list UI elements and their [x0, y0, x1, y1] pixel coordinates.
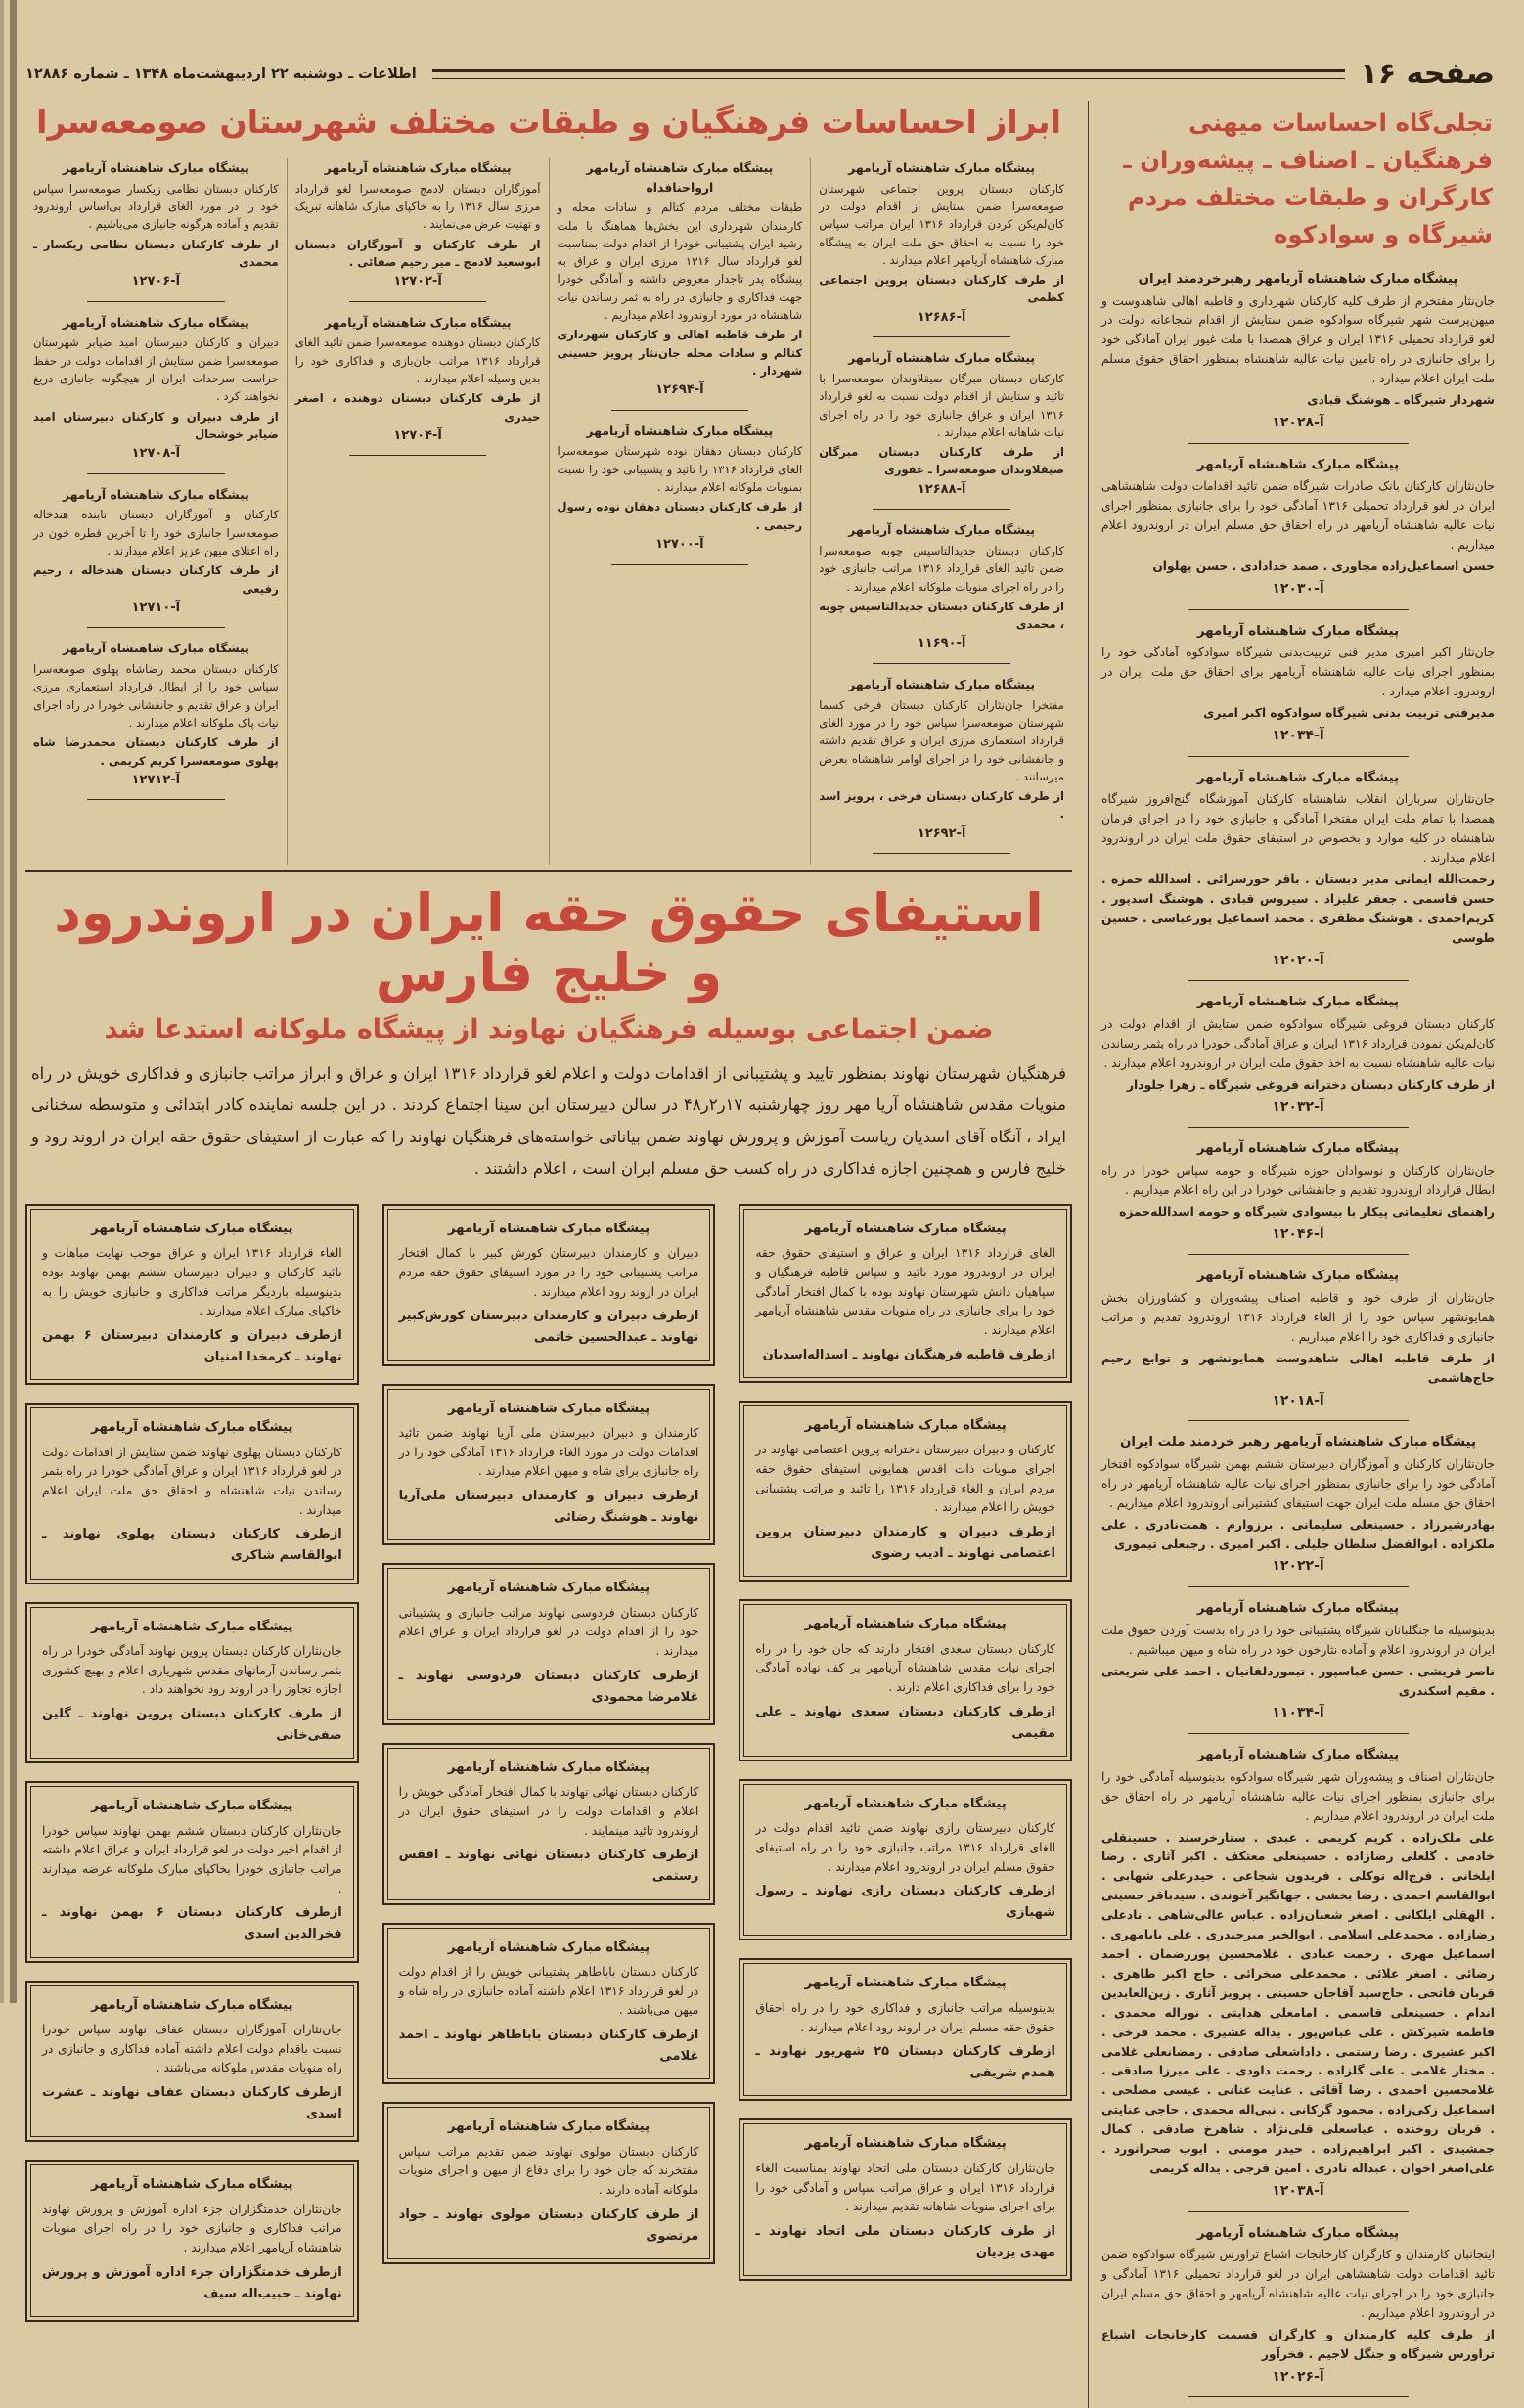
announcement-body: جان‌نثاران اصناف و پیشه‌وران شهر شیرگاه سوادکوه بدینوسیله آمادگی خود را برای جانبازی بمنظور اجرای نیات عالیه شاهنشاه آریامهر در راه احقاق حق ملت ایران در اروندرود اعلام میداریم .: [1101, 1769, 1495, 1823]
classified-box-header: پیشگاه مبارک شاهنشاه آریامهر: [91, 1619, 293, 1634]
classified-box-inner: [743, 1604, 1067, 1757]
announcement-header: پیشگاه مبارک شاهنشاه آریامهر: [586, 423, 774, 438]
masthead-rule: [432, 69, 1345, 79]
section-divider: [1188, 1420, 1408, 1421]
announcement-section: [33, 313, 279, 465]
section-divider: [349, 455, 486, 456]
announcement-signature: از طرف کارکنان دبستان دوهنده ، اصغر حیدری: [294, 391, 541, 424]
announcement-section: [819, 675, 1064, 844]
classified-box-header: پیشگاه مبارک شاهنشاه آریامهر: [804, 1796, 1007, 1811]
announcement-signature: از طرف کارکنان دبستان فرخی ، پرویز اسد .: [819, 789, 1064, 822]
announcement-signature: بهادرشیرزاد . حسینعلی سلیمانی . برزوارم . همت‌نادری . علی ملکزاده . ابوالفضل سلطان جلیلی . اکبر امیری . رجبعلی تیموری: [1101, 1517, 1495, 1551]
announcement-body: کارکنان دبستان نظامی زیکسار صومعه‌سرا سپاس خود را در مورد الغای قرارداد بی‌اساس اروندرود تقدیم و آماده هرگونه جانبازی می‌باشیم .: [33, 181, 279, 232]
classified-box-signature: ازطرف کارکنان دبستان نهائی نهاوند ـ افقس رستمی: [398, 1848, 699, 1885]
classified-box-header: پیشگاه مبارک شاهنشاه آریامهر: [447, 2119, 650, 2135]
classified-box: [382, 1743, 716, 1905]
ad-number: آ-۱۲۷۰۶: [131, 274, 181, 290]
announcement-section: [33, 485, 279, 619]
rail-sections: [1101, 269, 1495, 2397]
ad-number: آ-۱۲۷۱۲: [131, 772, 181, 787]
ad-number: آ-۱۲۰۳۴: [1272, 727, 1324, 743]
section-divider: [611, 564, 748, 565]
classified-box-header: پیشگاه مبارک شاهنشاه آریامهر: [447, 1401, 650, 1416]
announcement-body: کارکنان دبستان مبرگان صیقلاوندان صومعه‌سرا با تائید و ستایش از اقدام دولت نسبت به لغو قرارداد ۱۳۱۶ ایران و عراق جانبازی خود را در راه اجرای نیات شاهانه اعلام میدارند .: [819, 371, 1064, 439]
section-divider: [87, 627, 224, 628]
top-column: [288, 158, 550, 865]
right-rail: [1088, 101, 1495, 2408]
announcement-section: [1101, 1138, 1495, 1245]
classified-box-inner: [387, 1928, 711, 2080]
ad-number: آ-۱۲۰۳۲: [1272, 1098, 1324, 1115]
announcement-header: پیشگاه مبارک شاهنشاه آریامهر: [1196, 995, 1400, 1010]
ad-number: آ-۱۲۶۸۶: [917, 309, 966, 325]
announcement-body: کارکنان و آموزگاران دبستان تابنده هندخاله صومعه‌سرا جانبازی خود را تا آخرین قطره خون در راه اعتلای میهن عزیز اعلام میدارند .: [33, 508, 279, 557]
classified-box: [382, 2102, 716, 2264]
feature-story: [25, 870, 1072, 1184]
section-divider: [87, 799, 224, 800]
classified-box-inner: [387, 1389, 711, 1541]
classified-box-header: پیشگاه مبارک شاهنشاه آریامهر: [804, 1417, 1007, 1433]
section-divider: [87, 301, 224, 302]
classified-box-signature: ازطرف کارکنان دبستان باباطاهر نهاوند ـ احمد غلامی: [398, 2027, 699, 2065]
classified-box-header: پیشگاه مبارک شاهنشاه آریامهر: [447, 1581, 650, 1596]
classified-box-signature: ازطرف خدمتگزاران جزء اداره آموزش و پرورش نهاوند ـ حبیب‌اله سیف: [41, 2264, 342, 2301]
announcement-body: کارکنان دبستان فروغی شیرگاه سوادکوه ضمن ستایش از اقدام دولت در کان‌لم‌یکن نمودن قرارداد ۱۳۱۶ ایران و عراق آمادگی خودرا در راه بثمر رساندن نیات عالیه شاهنشاه نسبت به اخذ حقوق ملت ایران در اروندرود اعلام میدارند .: [1101, 1016, 1495, 1070]
classified-box-inner: [30, 1985, 354, 2138]
classified-box-signature: از طرف کارکنان دبستان مولوی نهاوند ـ جواد مرتضوی: [398, 2207, 699, 2244]
announcement-header: پیشگاه مبارک شاهنشاه آریامهر: [62, 160, 249, 175]
classified-box: [739, 1779, 1072, 1941]
classified-box-inner: [743, 1963, 1067, 2096]
announcement-signature: مدیرفنی تربیت بدنی شیرگاه سوادکوه اکبر امیری: [1203, 706, 1495, 721]
classified-box-signature: ازطرف کارکنان دبستان رازی نهاوند ـ رسول شهبازی: [755, 1884, 1055, 1921]
section-divider: [873, 509, 1009, 510]
top-column: [550, 158, 812, 865]
announcement-header: پیشگاه مبارک شاهنشاه آریامهر: [1196, 1269, 1400, 1284]
section-divider: [873, 663, 1009, 664]
announcement-signature: از طرف کارکنان دبستان نظامی زیکسار ـ محمدی: [33, 237, 279, 269]
announcement-body: جان‌نثاران کارکنان و آموزگاران دبیرستان ششم بهمن شیرگاه سوادکوه افتخار آمادگی خود را برای جانبازی بمنظور اجرای نیات عالیه شاهنشاه آریامهر در راه احقاق حق مسلم ملت ایران جهت استیفای کشتیرانی اروندرود اعلام میداریم .: [1101, 1456, 1495, 1510]
announcement-body: مفتخرا جان‌نثاران کارکنان دبستان فرخی کسما شهرستان صومعه‌سرا سپاس خود را در مورد الغای قرارداد استعماری مرزی ایران و عراق تقدیم داشته و جانفشانی خود را در اجرای اوامر شاهنشاه بعرض میرسانند .: [819, 697, 1064, 783]
ad-number: آ-۱۲۰۲۸: [1272, 415, 1324, 431]
announcement-body: جان‌نثاران کارکنان بانک صادرات شیرگاه ضمن تائید اقدامات دولت شاهنشاهی ایران در لغو قرارداد تحمیلی ۱۳۱۶ آمادگی خود را برای جانبازی بمنظور اجرای نیات عالیه شاهنشاه آریامهر در راه احقاق حق مسلم ایران در اروندرود اعلام میداریم .: [1101, 479, 1495, 553]
section-divider: [1188, 443, 1408, 444]
classified-box-signature: ازطرف کارکنان دبستان ۲۵ شهریور نهاوند ـ همدم شریفی: [755, 2044, 1055, 2081]
announcement-body: جان‌نثار مفتخرم از طرف کلیه کارکنان شهرداری و قاطبه اهالی شاهدوست و میهن‌پرست شهر شیرگاه سوادکوه ضمن ستایش از اقدام شجاعانه دولت در لغو قرارداد تحمیلی ۱۳۱۶ ایران و عراق همصدا با ملت غیور ایران آمادگی خود را برای جانبازی در راه تامین نیات عالیه شاهنشاه بمنظور احقاق حقوق مسلم ملت ایران اعلام میدارد .: [1101, 293, 1495, 386]
classified-box-body: دبیران و کارمندان دبیرستان کورش کبیر با کمال افتخار مراتب پشتیبانی خود را در مورد استیفای حقوق حقه مردم ایران در اروند رود اعلام میدارند .: [398, 1246, 699, 1299]
announcement-body: کارکنان دبستان دوهنده صومعه‌سرا ضمن تائید الغای قرارداد ۱۳۱۶ مراتب جان‌بازی و فداکاری خود را بدین وسیله اعلام میدارند .: [294, 335, 541, 385]
section-divider: [611, 410, 748, 411]
announcement-header: پیشگاه مبارک شاهنشاه آریامهر: [1196, 623, 1400, 639]
announcement-header: پیشگاه مبارک شاهنشاه آریامهر: [1196, 457, 1400, 472]
classified-box-header: پیشگاه مبارک شاهنشاه آریامهر: [447, 1760, 650, 1775]
classified-box-body: کارکنان دبستان فردوسی نهاوند مراتب جانبازی و پشتیبانی خود را از اقدام دولت در لغو قرارداد ایران و عراق اعلام میدارند .: [398, 1605, 699, 1658]
classified-box: [739, 1204, 1072, 1383]
announcement-signature: از طرف کارکنان دبستان جدیدالتاسیس چوبه ، محمدی: [819, 599, 1064, 632]
classified-box-body: جان‌نثاران آموزگاران دبستان عفاف نهاوند سپاس خودرا نسبت باقدام دولت اعلام داشته آماده فداکاری و جانبازی در راه منویات مقدس ملوکانه می‌باشند .: [41, 2022, 342, 2075]
announcement-signature: از طرف کارکنان دبستان محمدرضا شاه پهلوی صومعه‌سرا کریم کریمی .: [33, 736, 279, 768]
classified-box: [25, 1204, 359, 1385]
announcement-header: پیشگاه مبارک شاهنشاه آریامهر: [1196, 1141, 1400, 1157]
announcement-header: پیشگاه مبارک شاهنشاه آریامهر: [1196, 770, 1400, 785]
classified-box-inner: [30, 1209, 354, 1380]
ad-number: آ-۱۲۷۱۰: [131, 600, 181, 615]
classified-box-signature: از طرف کارکنان دبستان پروین نهاوند ـ گلین صفی‌خانی: [41, 1707, 342, 1744]
announcement-section: [819, 348, 1064, 500]
announcement-section: [1101, 768, 1495, 972]
ad-number: آ-۱۲۷۰۴: [393, 427, 442, 443]
announcement-header: پیشگاه مبارک شاهنشاه آریامهر: [848, 160, 1036, 175]
announcement-signature: از طرف کارکنان دبستان دخترانه فروغی شیرگاه ـ زهرا جلودار: [1126, 1077, 1495, 1092]
classified-box-body: کارکنان و دبیران دبیرستان دخترانه پروین اعتصامی نهاوند در اجرای منویات ذات اقدس همایونی استیفای حقوق حقه مردم ایران و الغاء قرارداد ۱۳۱۶ را تائید و مراتب پشتیبانی خویش را اعلام میدارند .: [755, 1443, 1056, 1515]
section-divider: [349, 301, 486, 302]
announcement-header: پیشگاه مبارک شاهنشاه آریامهر ارواحنافداه: [586, 160, 774, 195]
ad-number: آ-۱۲۰۳۸: [1272, 2182, 1324, 2199]
announcement-section: [295, 313, 541, 447]
ad-number: آ-۱۱۶۹۰: [917, 636, 966, 651]
ad-number: آ-۱۲۶۹۲: [917, 825, 966, 841]
rail-headline: تجلی‌گاه احساسات میهنی فرهنگیان ـ اصناف ـ پیشه‌وران ـ کارگران و طبقات مختلف مردم شیرگاه و سوادکوه: [1123, 109, 1493, 248]
classified-box-header: پیشگاه مبارک شاهنشاه آریامهر: [447, 1940, 650, 1955]
classified-box-signature: ازطرف کارکنان دبستان عفاف نهاوند ـ عشرت اسدی: [41, 2084, 342, 2122]
classified-box-signature: ازطرف کارکنان دبستان پهلوی نهاوند ـ ابوالقاسم شاکری: [41, 1527, 342, 1564]
classified-box-body: جان‌نثاران خدمتگزاران جزء اداره آموزش و پرورش نهاوند مراتب فداکاری و جانبازی خود را در راه اجرای منویات شاهنشاه آریامهر اعلام میدارند .: [41, 2202, 342, 2254]
classified-box-body: کارکنان دبستان مولوی نهاوند ضمن تقدیم مراتب سپاس مفتخرند که جان خود را برای دفاع از میهن و اجرای منویات ملوکانه آماده دارند .: [398, 2144, 699, 2197]
announcement-header: پیشگاه مبارک شاهنشاه آریامهر: [1196, 2225, 1400, 2241]
announcement-section: [558, 158, 803, 401]
announcement-body: جان‌نثاران کارکنان و نوسوادان حوزه شیرگاه و حومه سپاس خودرا در راه ابطال قرارداد اروندرود تقدیم و جانفشانی خودرا در این راه اعلام میداریم .: [1101, 1163, 1495, 1197]
section-divider: [873, 336, 1009, 337]
announcement-header: پیشگاه مبارک شاهنشاه آریامهر رهبرخردمند ایران: [1138, 271, 1458, 287]
top-column: [25, 158, 288, 865]
classified-box: [739, 1599, 1072, 1761]
classified-box-body: کارکنان دبستان پهلوی نهاوند ضمن ستایش از اقدامات دولت در لغو قرارداد ۱۳۱۶ ایران و عراق آمادگی خودرا در راه بثمر رساندن نیات شاهنشاه و احقاق حق ملت ایران اعلام میدارند .: [41, 1445, 342, 1517]
classified-box-header: پیشگاه مبارک شاهنشاه آریامهر: [91, 2177, 293, 2193]
ad-number: آ-۱۲۶۸۸: [917, 481, 966, 497]
announcement-signature: از طرف کارکنان دبستان هندخاله ، رحیم رفیعی: [33, 563, 279, 596]
classified-box-inner: [30, 1407, 354, 1579]
announcement-signature: رحمت‌الله ایمانی مدیر دبستان . باقر حورسرائی . اسدالله حمزه . حسن قاسمی . جعفر علیزاد . سیروس قبادی . هوشنگ اسدپور . کریم‌احمدی . هوشنگ مظفری . محمد اسماعیل پورعباسی . حسین طوسی: [1101, 871, 1495, 945]
announcement-section: [1101, 621, 1495, 747]
classified-box-inner: [743, 2123, 1067, 2276]
classified-box-header: پیشگاه مبارک شاهنشاه آریامهر: [804, 1617, 1007, 1632]
announcement-signature: از طرف قاطبه اهالی شاهدوست همایونشهر و توابع رحیم حاج‌هاشمی: [1101, 1351, 1495, 1385]
classified-box-body: بدینوسیله مراتب جانبازی و فداکاری خود را در راه احقاق حقوق حقه مسلم ایران در اروند رود اعلام میدارند .: [755, 2000, 1055, 2034]
announcement-header: پیشگاه مبارک شاهنشاه آریامهر رهبر خردمند ملت ایران: [1119, 1435, 1477, 1450]
announcement-header: پیشگاه مبارک شاهنشاه آریامهر: [62, 641, 249, 656]
ad-number: آ-۱۲۰۱۸: [1272, 1392, 1324, 1408]
classified-box: [739, 1958, 1072, 2101]
feature-headline: استیفای حقوق حقه ایران در اروندرود و خلیج فارس: [54, 882, 1044, 1003]
announcement-body: بدینوسیله ما جنگلبانان شیرگاه پشتیبانی خود را در راه بدست آوردن حقوق ملت ایران در اروندرود اعلام و آماده نثارخون خود در راه شاه و میهن میباشیم .: [1101, 1623, 1495, 1657]
classifieds-column: [739, 1204, 1072, 2322]
classified-box-inner: [743, 1784, 1067, 1937]
ad-number: آ-۱۱۰۳۴: [1272, 1705, 1324, 1721]
issue-date-line: اطلاعات ـ دوشنبه ۲۲ اردیبهشت‌ماه ۱۳۴۸ ـ شماره ۱۲۸۸۶: [25, 66, 417, 82]
classified-box: [382, 1204, 716, 1366]
announcement-signature: از طرف کارکنان دبستان مبرگان صیقلاوندان صومعه‌سرا ـ غفوری: [819, 445, 1064, 477]
classified-box-inner: [30, 1786, 354, 1957]
section-divider: [1188, 609, 1408, 610]
classified-box-inner: [743, 1209, 1067, 1378]
section-divider: [1188, 2396, 1408, 2397]
classified-box-body: جان‌نثاران کارکنان دبستان ششم بهمن نهاوند سپاس خودرا از اقدام اخیر دولت در لغو قرارداد ایران و عراق اعلام داشته مراتب جانبازی خودرا بخاکپای مبارک ملوکانه عرضه میدارند .: [41, 1823, 342, 1895]
classifieds-grid: [25, 1204, 1072, 2322]
classified-box: [382, 1923, 716, 2085]
classified-box-body: الغای قرارداد ۱۳۱۶ ایران و عراق و استیفای حقوق حقه ایران در اروندرود مورد تائید و سپاس قاطبه فرهنگیان و سپاهیان دانش شهرستان نهاوند بوده با کمال افتخار آمادگی خود را برای جانبازی در راه منویات مقدس شاهنشاه آریامهر اعلام میدارند .: [755, 1246, 1055, 1338]
classified-box-body: کارکنان دبستان سعدی افتخار دارند که جان خود را در راه اجرای نیات مقدس شاهنشاه آریامهر بر کف نهاده آمادگی خود را برای فداکاری اعلام دارند .: [755, 1641, 1055, 1694]
announcement-body: کارکنان دبستان دهقان نوده شهرستان صومعه‌سرا الغای قرارداد ۱۳۱۶ را تائید و پشتیبانی خود را نسبت بمنویات ملوکانه اعلام میدارند .: [557, 444, 803, 495]
ad-number: آ-۱۲۶۹۴: [655, 382, 704, 398]
classified-box-signature: از طرف کارکنان دبستان ملی اتحاد نهاوند ـ مهدی یزدیان: [755, 2223, 1055, 2260]
classified-box-body: کارکنان دبستان باباطاهر پشتیبانی خویش را از اقدام دولت در لغو قرارداد ۱۳۱۶ اعلام داشته آماده جانبازی در راه شاه و میهن می‌باشند .: [398, 1964, 699, 2018]
announcement-section: [819, 520, 1064, 654]
classified-box-signature: ازطرف کارکنان دبستان سعدی نهاوند ـ علی مقیمی: [755, 1704, 1055, 1741]
announcement-section: [1101, 269, 1495, 434]
classified-box-header: پیشگاه مبارک شاهنشاه آریامهر: [91, 1221, 293, 1236]
classified-box-signature: ازطرف قاطبه فرهنگیان نهاوند ـ اسداله‌اسدیان: [762, 1347, 1055, 1362]
classified-box-inner: [387, 2107, 711, 2259]
section-divider: [1188, 756, 1408, 757]
ad-number: آ-۱۲۷۰۰: [655, 537, 704, 552]
announcement-header: پیشگاه مبارک شاهنشاه آریامهر: [324, 314, 512, 330]
classified-box-inner: [387, 1748, 711, 1900]
ad-number: آ-۱۲۰۲۶: [1272, 2368, 1324, 2385]
announcement-body: جان‌نثاران سربازان انقلاب شاهنشاه کارکنان آموزشگاه گنج‌افروز شیرگاه همصدا با تمام ملت ایران مفتخرا آمادگی و جانبازی خود را در اجرای فرمان شاهنشاه در کلیه موارد و بخصوص در استیفای حقوق ملت ایران در اروندرود اعلام میدارند .: [1101, 792, 1495, 866]
announcement-signature: از طرف دبیران و کارکنان دبیرستان امید ضیابر خوشحال: [33, 409, 279, 441]
section-divider: [87, 473, 224, 474]
classified-box-body: کارکنان دبیرستان رازی نهاوند ضمن تائید اقدام دولت در الغای قرارداد ۱۳۱۶ مراتب جانبازی خود را در راه استیفای حقوق مسلم ایران در اروندرود اعلام میدارند .: [755, 1821, 1056, 1874]
announcement-section: [33, 158, 279, 292]
classified-box: [739, 2118, 1072, 2281]
announcement-section: [1101, 455, 1495, 601]
classified-box-header: پیشگاه مبارک شاهنشاه آریامهر: [804, 1221, 1007, 1236]
announcement-header: پیشگاه مبارک شاهنشاه آریامهر: [848, 350, 1036, 366]
ad-number: آ-۱۲۰۲۰: [1272, 952, 1324, 968]
announcement-signature: ناصر قریشی . حسن عباسپور . تیموردلفانیان . احمد علی شریعتی . مقیم اسکندری: [1101, 1664, 1495, 1698]
announcement-header: پیشگاه مبارک شاهنشاه آریامهر: [62, 486, 249, 502]
classified-box-header: پیشگاه مبارک شاهنشاه آریامهر: [447, 1221, 650, 1236]
announcement-section: [1101, 1432, 1495, 1578]
top-section-headline: ابراز احساسات فرهنگیان و طبقات مختلف شهرستان صومعه‌سرا: [36, 103, 1061, 141]
section-divider: [1188, 1127, 1408, 1128]
announcement-header: پیشگاه مبارک شاهنشاه آریامهر: [324, 160, 512, 175]
announcement-body: طبقات مختلف مردم کتالم و سادات محله و کارمندان شهرداری این بخش‌ها هماهنگ با ملت رشید ایران پشتیبانی خودرا از اقدام دولت بمناسبت لغو قرارداد سال ۱۳۱۶ مرزی ایران و عراق به پیشگاه پدر تاجدار معروض داشته و آمادگی خودرا جهت فداکاری و جانبازی در راه به ثمر رساندن نیات شاهنشاه در مورد اروندرود اعلام میداریم .: [557, 201, 803, 323]
announcement-section: [1101, 1745, 1495, 2202]
ad-number: آ-۱۲۰۴۶: [1272, 1226, 1324, 1242]
classified-box-signature: ازطرف دبیران و کارمندان دبیرستان پروین اعتصامی نهاوند ـ ادیب رضوی: [755, 1524, 1055, 1562]
classified-box: [25, 1781, 359, 1962]
announcement-signature: راهنمای تعلیماتی پیکار با بیسوادی شیرگاه و حومه اسدالله‌حمزه: [1119, 1204, 1495, 1219]
classified-box: [382, 1384, 716, 1546]
classified-box-signature: ازطرف دبیران و کارمندان دبیرستان کورش‌کبیر نهاوند ـ عبدالحسین خاتمی: [398, 1309, 699, 1346]
masthead: [25, 57, 1495, 91]
classified-box-header: پیشگاه مبارک شاهنشاه آریامهر: [804, 2136, 1007, 2152]
section-divider: [1188, 1733, 1408, 1734]
classified-box-body: جان‌نثاران کارکنان دبستان پروین نهاوند آمادگی خودرا در راه بثمر رساندن آرمانهای مقدس شهریاری اعلام و بهیچ کشوری اجازه تجاوز را در اروند رود نخواهند داد .: [41, 1644, 342, 1697]
announcement-signature: از طرف قاطبه اهالی و کارکنان شهرداری کتالم و سادات محله جان‌نثار پرویز حسینی شهردار .: [557, 328, 803, 378]
announcement-header: پیشگاه مبارک شاهنشاه آریامهر: [848, 522, 1036, 538]
announcement-body: کارکنان دبستان پروین اجتماعی شهرستان صومعه‌سرا ضمن ستایش از اقدام دولت در کان‌لم‌یکن کردن قرارداد ۱۳۱۶ ایران مراتب سپاس خود را نسبت به احقاق حق ملت ایران به پیشگاه مبارک شاهنشاه آریامهر اعلام میدارند .: [819, 181, 1064, 267]
announcement-header: پیشگاه مبارک شاهنشاه آریامهر: [1196, 1601, 1400, 1617]
announcement-signature: شهردار شیرگاه ـ هوشنگ قبادی: [1307, 393, 1495, 408]
classified-box: [25, 1602, 359, 1764]
classified-box: [25, 1403, 359, 1583]
section-divider: [1188, 2211, 1408, 2212]
classified-box-signature: ازطرف دبیران و کارمندان دبیرستان ملی‌آریا نهاوند ـ هوشنگ رضائی: [398, 1489, 699, 1526]
classified-box-header: پیشگاه مبارک شاهنشاه آریامهر: [804, 1976, 1007, 1991]
page-number: صفحه ۱۶: [1360, 57, 1495, 91]
announcement-header: پیشگاه مبارک شاهنشاه آریامهر: [62, 314, 249, 330]
page-content: [25, 101, 1495, 2408]
announcement-signature: از طرف کارکنان دبستان پروین اجتماعی کظمی: [819, 273, 1064, 305]
section-divider: [1188, 1254, 1408, 1255]
classified-box: [739, 1401, 1072, 1582]
classified-box: [25, 1981, 359, 2143]
classifieds-column: [25, 1204, 359, 2322]
announcement-body: جان‌نثار اکبر امیری مدیر فنی تربیت‌بدنی شیرگاه سوادکوه آمادگی خود را بمنظور اجرای نیات عالیه شاهنشاه آریامهر برای احقاق حق ملت ایران در اروندرود اعلام میدارد .: [1101, 646, 1495, 699]
top-column: [811, 158, 1072, 865]
classified-box-signature: ازطرف کارکنان دبستان ۶ بهمن نهاوند ـ فخرالدین اسدی: [41, 1905, 342, 1942]
announcement-body: آموزگاران دبستان لادمج صومعه‌سرا لغو قرارداد مرزی سال ۱۳۱۶ را به خاکپای مبارک شاهانه تبریک و تهنیت عرض می‌نمایند .: [294, 181, 541, 232]
announcement-section: [1101, 1266, 1495, 1411]
ad-number: آ-۱۲۷۰۸: [131, 446, 181, 462]
announcement-section: [295, 158, 541, 292]
announcement-section: [819, 158, 1064, 328]
announcement-signature: علی ملک‌زاده . کریم کریمی . عبدی . ستارخرسند . حسینقلی خادمی . گلعلی رضازاده . حسینعلی معتکف . اکبر آثاری . رضا ایلخانی . فرج‌اله توکلی . فریدون شجاعی . حیدرعلی شهابی . ابوالقاسم احمدی . رضا بخشی . جهانگیر آخوندی . سیدباقر حسینی . الهقلی ایلکانی . اصغر شعبان‌زاده . عباس عالی‌شاهی . نادعلی رضازاده . محمدعلی اسلامی . ابوالخبر میرحیدری . علی بابامهری . اسماعیل مهری . رحمت عبادی . غلامحسین پوررضمان . احمد رضائی . اصغر علائی . محمدعلی صخرائی . حاج اکبر طاهری . قربان فاتحی . حاج‌سید آقاجان حسینی . پرویز آثاری . زین‌العابدین اندام . حسینعلی قاسمی . امامعلی هدایتی . نوراله محمدی . فاطمه شیرکش . علی عباس‌پور . یداله عشیری . محمد فرخی . اکبر عشیری . رضا رستمی . داداشعلی صادقی . رمضانعلی غلامی . مختار غلامی . علی گلزاده . رحمت داودی . علی میرزا صادقی . غلامحسین احمدی . رضا آقائی . عنایت عنانی . عیسی مصلحی . اسماعیل زکی‌زاده . محمود گرکانی . نبی‌اله محمدی . حاجی عنایتی . قربان روخنده . عباسعلی قلی‌نژاد . شاهرخ صادقی . کمال جمشیدی . اکبر ابراهیم‌زاده . حیدر مومنی . ایوب صحرانورد . علی‌اصغر اخوان . عبداله نادری . امین فرجی . یداله کریمی: [1101, 1830, 1495, 2175]
announcement-section: [1101, 1598, 1495, 1724]
ad-number: آ-۱۲۷۰۲: [393, 274, 442, 290]
announcement-header: پیشگاه مبارک شاهنشاه آریامهر: [1196, 1748, 1400, 1763]
announcement-body: کارکنان دبستان جدیدالتاسیس چوبه صومعه‌سرا ضمن تائید الغای قرارداد ۱۳۱۶ مراتب جانبازی خود را در راه اجرای منویات ملوکانه اعلام میدارند .: [819, 543, 1064, 594]
classified-box-body: الغاء قرارداد ۱۳۱۶ ایران و عراق موجب نهایت مباهات و تائید کارکنان و دبیران دبیرستان ششم بهمن نهاوند بوده بدینوسیله باردیگر مراتب فداکاری و جانبازی خویش را به خاکپای مبارک اعلام میدارند .: [41, 1246, 342, 1318]
classified-box-header: پیشگاه مبارک شاهنشاه آریامهر: [91, 1997, 293, 2013]
announcement-body: دبیران و کارکنان دبیرستان امید ضیابر شهرستان صومعه‌سرا ضمن ستایش از اقدامات دولت در حفظ حراست سرحدات ایران از هیچگونه جانبازی دریغ نخواهند کرد .: [33, 335, 279, 404]
classified-box: [25, 2160, 359, 2322]
classified-box-inner: [387, 1568, 711, 1720]
classified-box-inner: [30, 1607, 354, 1760]
top-section-columns: [25, 158, 1072, 865]
classified-box-signature: ازطرف کارکنان دبستان فردوسی نهاوند ـ غلامرضا محمودی: [398, 1668, 699, 1705]
announcement-body: اینجانبان کارمندان و کارگران کارخانجات اشباع تراورس شیرگاه سوادکوه ضمن تائید اقدامات دولت شاهنشاهی ایران در لغو قرارداد تحمیلی ۱۳۱۶ آمادگی و جانبازی خود را در اجرای نیات عالیه شاهنشاه آریامهر و احقاق حق مسلم ایران در اروندرود اعلام میداریم .: [1101, 2248, 1495, 2320]
announcement-signature: از طرف کلیه کارمندان و کارگران قسمت کارخانجات اشباع تراورس شیرگاه و جنگل لاجیم . فخرآور: [1101, 2327, 1495, 2361]
ad-number: آ-۱۲۰۲۲: [1272, 1558, 1324, 1575]
classified-box-inner: [30, 2164, 354, 2317]
announcement-signature: حسن اسماعیل‌زاده مجاوری . صمد خدادادی . حسن پهلوان: [1152, 559, 1495, 574]
classified-box-body: کارمندان و دبیران دبیرستان ملی آریا نهاوند ضمن تائید اقدامات دولت در مورد الغاء قرارداد ۱۳۱۶ آمادگی خود را در راه جانبازی برای شاه و میهن اعلام میدارند .: [398, 1426, 699, 1479]
classified-box: [382, 1563, 716, 1725]
announcement-signature: از طرف کارکنان دبستان دهقان نوده رسول رحیمی .: [557, 500, 803, 532]
announcement-section: [558, 422, 803, 556]
announcement-section: [1101, 2223, 1495, 2388]
classified-box-inner: [743, 1405, 1067, 1577]
announcement-body: کارکنان دبستان محمد رضاشاه پهلوی صومعه‌سرا سپاس خود را از ابطال قرارداد استعماری مرزی ایران و عراق تقدیم و جانفشانی خودرا در راه اجرای نیات پاک ملوکانه اعلام میدارند .: [33, 661, 279, 730]
announcement-header: پیشگاه مبارک شاهنشاه آریامهر: [848, 677, 1036, 691]
classified-box-header: پیشگاه مبارک شاهنشاه آریامهر: [91, 1420, 293, 1436]
feature-lede: فرهنگیان شهرستان نهاوند بمنظور تایید و پشتیبانی از اقدامات دولت و اعلام لغو قرارداد ۱۳۱۶ ایران و عراق و ابراز مراتب جانبازی و فداکاری خویش در راه منویات مقدس شاهنشاه آریا مهر روز چهارشنبه ۱۷ر۲ر۴۸ در سالن دبیرستان ابن سینا اجتماع کردند . در این جلسه نماینده کادر ابتدائی و متوسطه سخنانی ایراد ، آنگاه آقای اسدیان ریاست آموزش و پرورش نهاوند ضمن بیاناتی خواسته‌های فرهنگیان نهاوند را که عبارت از استیفای حقوق حقه ایران در اروند رود و خلیج فارس و همچنین اجازه فداکاری در راه کسب حق مسلم ایران است ، اعلام داشتند .: [31, 1064, 1066, 1178]
classified-box-header: پیشگاه مبارک شاهنشاه آریامهر: [91, 1799, 293, 1814]
announcement-section: [33, 639, 279, 790]
section-divider: [1188, 1586, 1408, 1587]
classified-box-inner: [387, 1209, 711, 1361]
classified-box-signature: ازطرف دبیران و کارمندان دبیرستان ۶ بهمن نهاوند ـ کرمخدا امنیان: [41, 1328, 342, 1365]
ad-number: آ-۱۲۰۳۰: [1272, 580, 1324, 597]
announcement-signature: از طرف کارکنان و آموزگاران دبستان ابوسعید لادمج ـ میر رحیم صفائی .: [294, 237, 541, 269]
announcement-section: [1101, 992, 1495, 1118]
announcement-body: جان‌نثاران از طرف خود و قاطبه اصناف پیشه‌وران و کشاورزان بخش همایونشهر سپاس خود را از الغاء قرارداد ۱۳۱۶ اروندرود تقدیم و مراتب جانبازی و فداکاری خود را اعلام میداریم .: [1101, 1291, 1495, 1344]
section-divider: [873, 853, 1009, 854]
classifieds-column: [382, 1204, 716, 2322]
classified-box-body: جان‌نثاران کارکنان دبستان ملی اتحاد نهاوند بمناسبت الغاء قرارداد ۱۳۱۶ ایران و عراق مراتب سپاس و آمادگی خود را برای اجرای منویات شاهانه تقدیم میدارند .: [755, 2161, 1055, 2214]
main-zone: [25, 101, 1072, 2408]
classified-box-body: کارکنان دبستان نهائی نهاوند با کمال افتخار آمادگی خویش را اعلام و اقدامات دولت را در استیفای حقوق ایران در اروندرود تائید مینمایند .: [398, 1785, 699, 1838]
feature-subheadline: ضمن اجتماعی بوسیله فرهنگیان نهاوند از پیشگاه ملوکانه استدعا شد: [104, 1014, 994, 1046]
section-divider: [1188, 980, 1408, 981]
